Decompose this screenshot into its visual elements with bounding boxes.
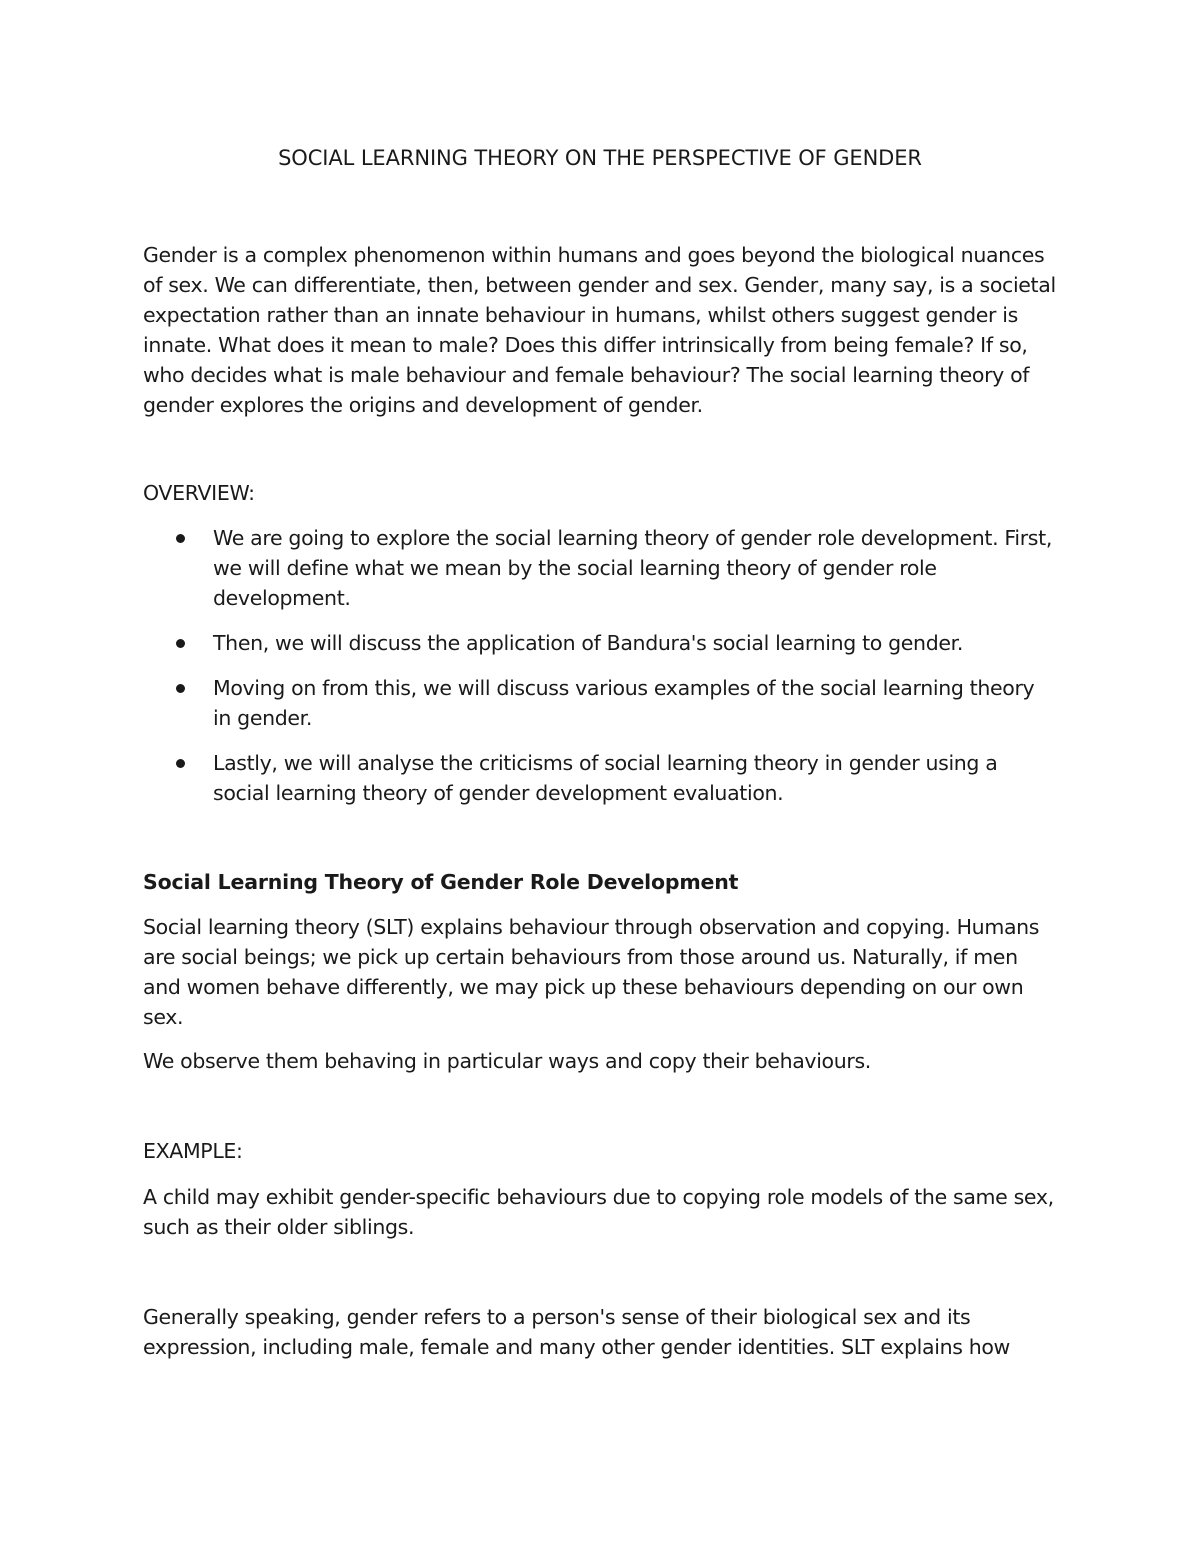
list-item-text: Then, we will discuss the application of Bandura's social learning to gender. (213, 631, 963, 655)
section-paragraph: Social learning theory (SLT) explains behaviour through observation and copying. Humans are social beings; we pick up certain behaviours from those around us. Naturally, if men and women behave differently, we may pick up these behaviours depending on our own sex. (143, 915, 1040, 1029)
intro-paragraph: Gender is a complex phenomenon within humans and goes beyond the biological nuances of sex. We can differentiate, then, between gender and sex. Gender, many say, is a societal expectation rather than an innate behaviour in humans, whilst others suggest gender is innate. What does it mean to male? Does this differ intrinsically from being female? If so, who decides what is male behaviour and female behaviour? The social learning theory of gender explores the origins and development of gender. (143, 243, 1056, 417)
closing-paragraph: Generally speaking, gender refers to a person's sense of their biological sex and its expression, including male, female and many other gender identities. SLT explains how (143, 1305, 1010, 1359)
example-label: EXAMPLE: (143, 1139, 243, 1163)
overview-list (143, 523, 1058, 823)
overview-label: OVERVIEW: (143, 481, 255, 505)
document-title: SOCIAL LEARNING THEORY ON THE PERSPECTIVE OF GENDER (278, 146, 922, 170)
bullet-icon (176, 759, 185, 768)
example-paragraph: A child may exhibit gender-specific behaviours due to copying role models of the same sex, such as their older siblings. (143, 1185, 1054, 1239)
list-item (143, 523, 1058, 613)
list-item (143, 628, 1058, 658)
bullet-icon (176, 684, 185, 693)
bullet-icon (176, 639, 185, 648)
section-heading: Social Learning Theory of Gender Role Development (143, 870, 739, 894)
bullet-icon (176, 534, 185, 543)
list-item-text: We are going to explore the social learning theory of gender role development. First, we will define what we mean by the social learning theory of gender role development. (213, 526, 1052, 610)
section-paragraph: We observe them behaving in particular ways and copy their behaviours. (143, 1049, 871, 1073)
list-item-text: Lastly, we will analyse the criticisms of social learning theory in gender using a social learning theory of gender development evaluation. (213, 751, 998, 805)
list-item (143, 673, 1058, 733)
list-item (143, 748, 1058, 808)
list-item-text: Moving on from this, we will discuss various examples of the social learning theory in gender. (213, 676, 1035, 730)
